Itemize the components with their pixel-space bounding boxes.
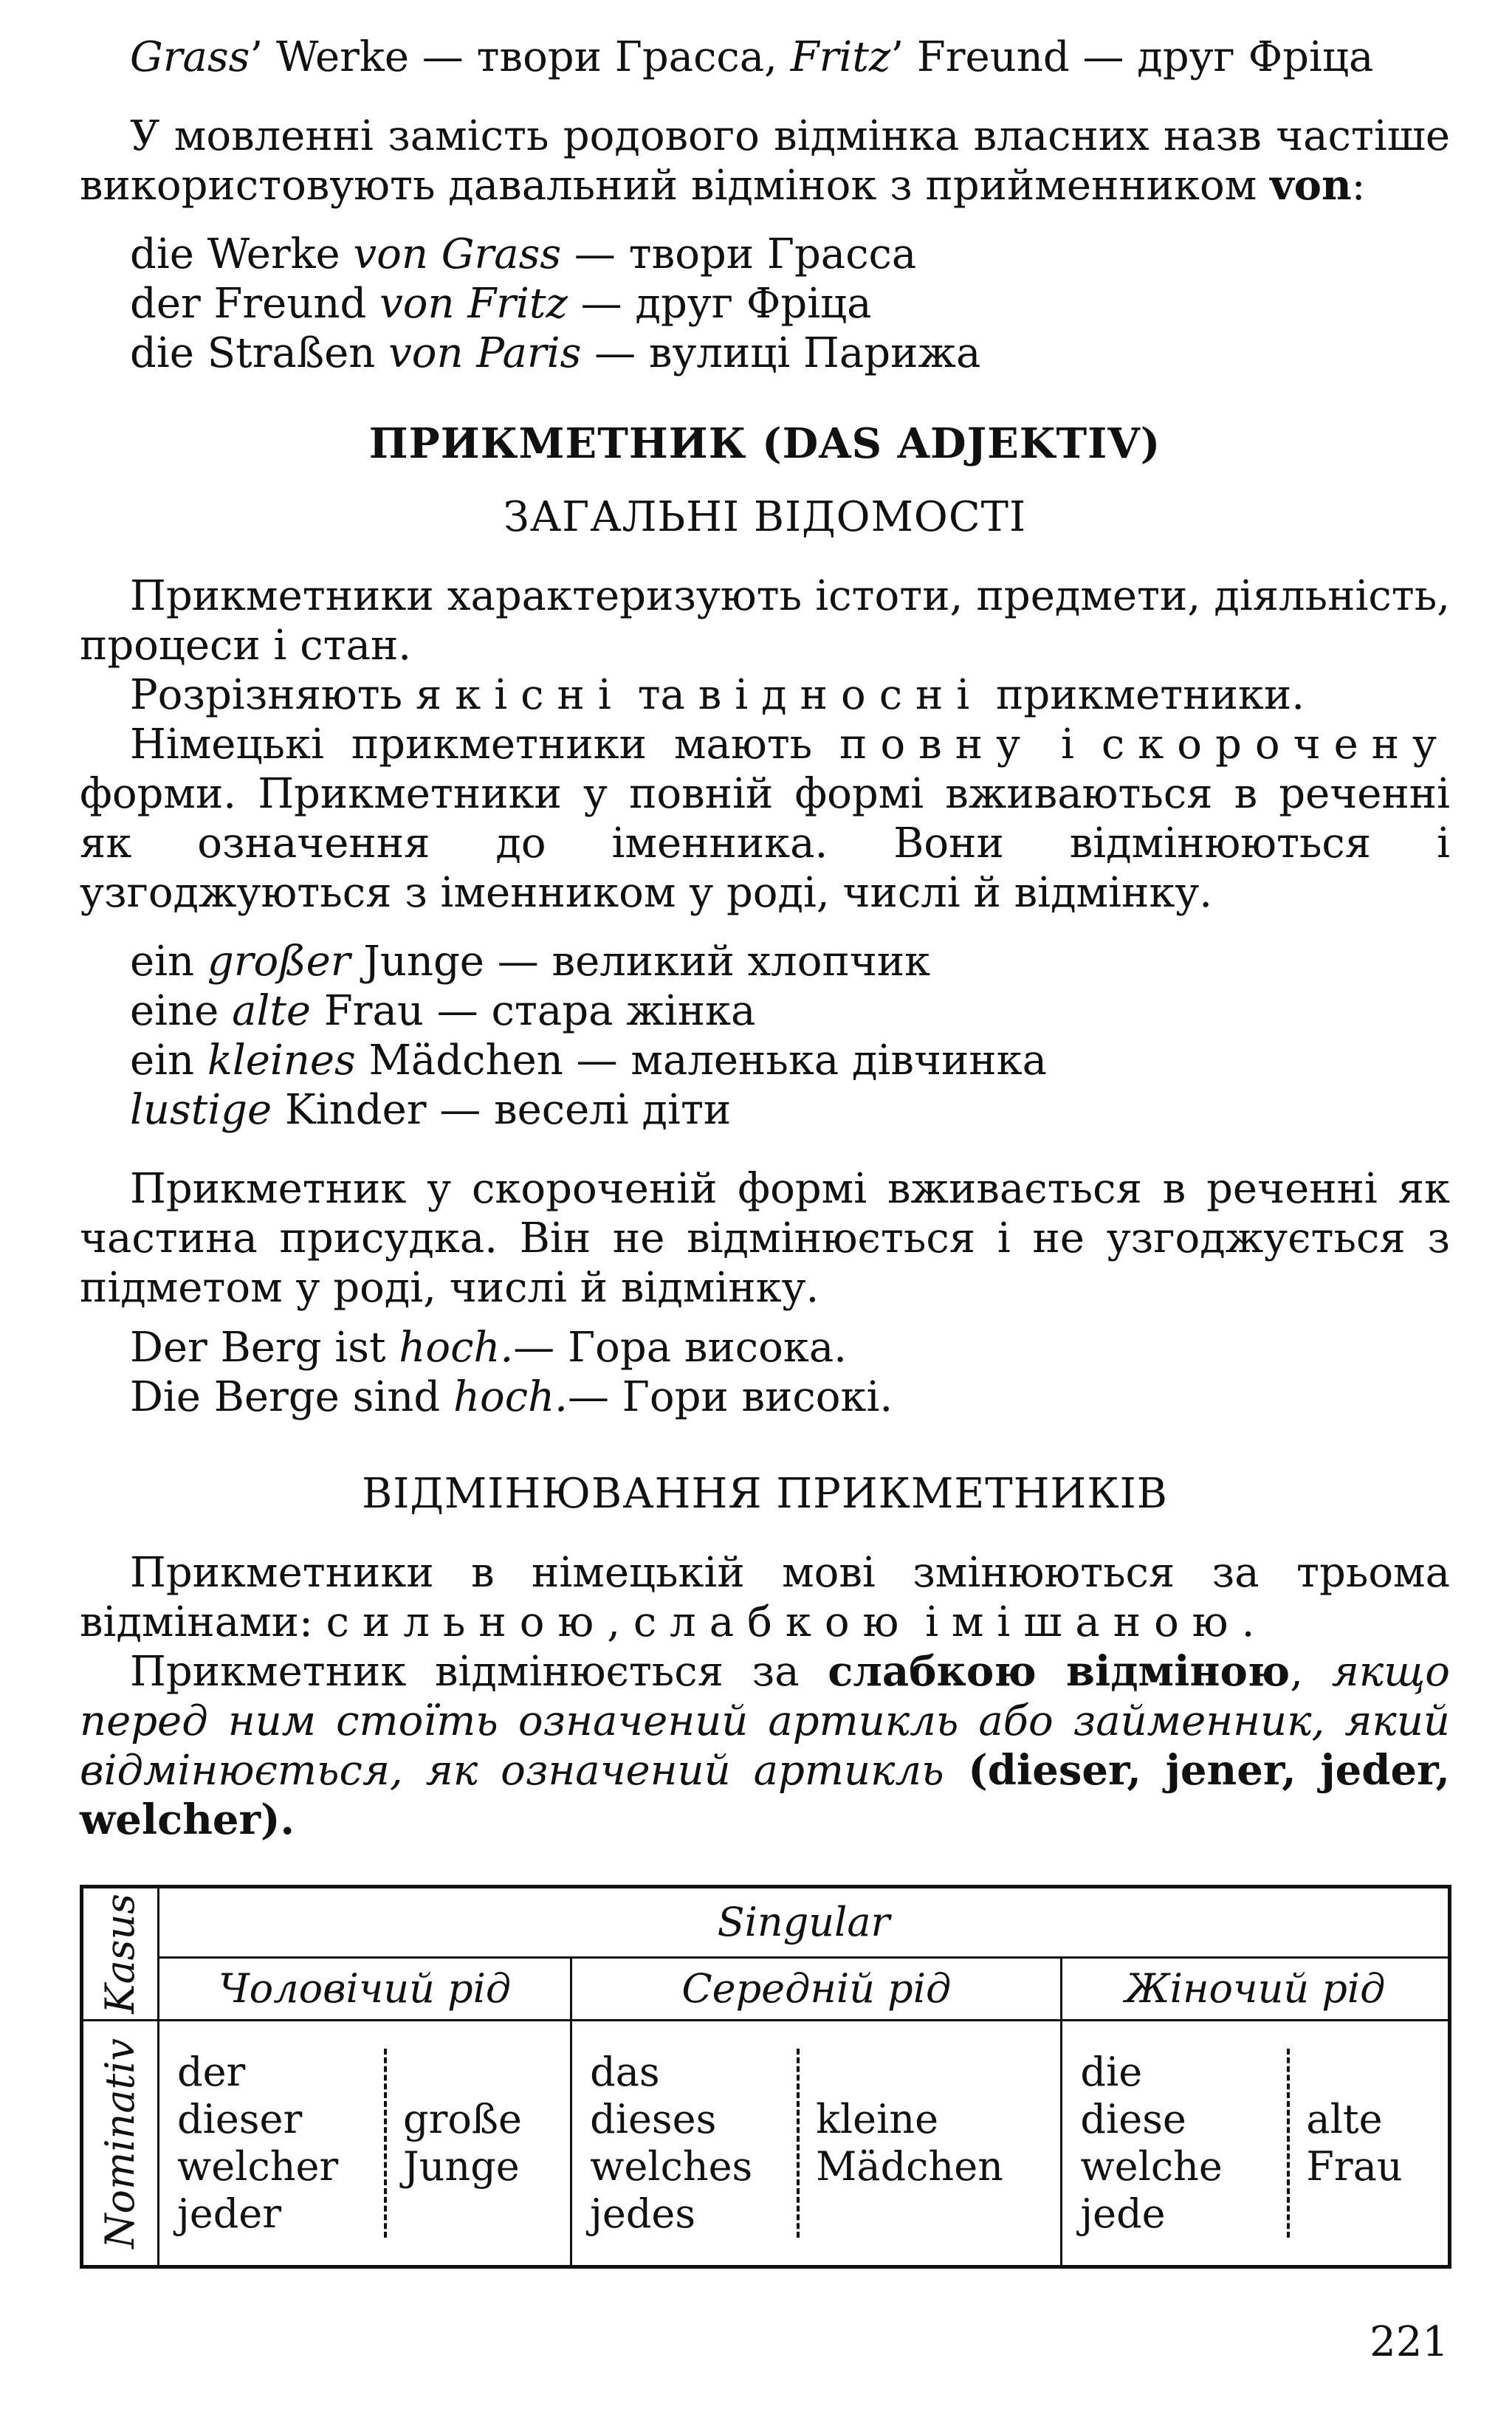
subsection-heading: ЗАГАЛЬНІ ВІДОМОСТІ <box>503 493 1027 541</box>
paragraph-text: У мовленні замість родового відмінка власних назв частіше використовують давальний відмінок з прийменником <box>80 112 1450 210</box>
adjective-example: lustige Kinder — веселі діти <box>130 1086 732 1134</box>
adjective-example: eine alte Frau — стара жінка <box>130 987 756 1035</box>
adjective-example: ein kleines Mädchen — маленька дівчинка <box>130 1037 1048 1084</box>
page-content <box>80 32 1450 2269</box>
case-label: Nominativ <box>97 2038 143 2249</box>
singular-header: Singular <box>159 1887 1450 1958</box>
paragraph-forms: Німецькі прикметники мають повну і скорочену форми. Прикметники у повній формі вживаються в реченні як означення до іменника. Вони відмінюються і узгоджуються з іменником у роді, числі й відмінку. <box>80 721 1450 917</box>
gender-feminine: Жіночий рід <box>1062 1958 1450 2021</box>
genitive-example-line <box>80 32 1450 82</box>
short-form-example: Der Berg ist hoch.— Гора висока. <box>130 1324 848 1372</box>
article-list: das dieses welches jedes <box>590 2049 800 2238</box>
adjective-examples <box>80 937 1450 1135</box>
example-text: ’ Werke — твори Грасса, <box>250 33 791 81</box>
article-list: der dieser welcher jeder <box>177 2049 387 2238</box>
adjective-example: ein großer Junge — великий хлопчик <box>130 938 931 986</box>
case-nominativ <box>82 2021 159 2267</box>
von-example: der Freund von Fritz — друг Фріца <box>130 280 872 328</box>
punctuation: : <box>1351 162 1366 210</box>
table-row-nominativ <box>82 2021 1450 2267</box>
kasus-label: Kasus <box>97 1894 143 2014</box>
short-form-examples <box>80 1323 1450 1422</box>
von-example: die Straßen von Paris — вулиці Парижа <box>130 329 981 377</box>
article-list: die diese welche jede <box>1080 2049 1290 2238</box>
von-examples <box>80 230 1450 378</box>
table-cell-feminine <box>1062 2021 1450 2267</box>
adjective-noun: alte Frau <box>1306 2096 1403 2190</box>
gender-neuter: Середній рід <box>571 1958 1062 2021</box>
gender-masculine: Чоловічий рід <box>159 1958 571 2021</box>
declension-table <box>80 1885 1451 2269</box>
paragraph-three-declensions: Прикметники в німецькій мові змінюються за трьома відмінами: сильною, слабкою і мішаною. <box>80 1549 1450 1646</box>
page-number: 221 <box>1370 2318 1449 2366</box>
adjective-noun: kleine Mädchen <box>816 2096 1003 2190</box>
kasus-header <box>82 1887 159 2021</box>
section-heading: ПРИКМЕТНИК (DAS ADJEKTIV) <box>368 419 1161 468</box>
paragraph-weak-declension: Прикметник відмінюється за слабкою відміною, якщо перед ним стоїть означений артикль або займенник, який відмінюється, як означений артикль (dieser, jener, jeder, welcher). <box>80 1647 1451 1844</box>
gender-header-row <box>82 1958 1450 2021</box>
paragraph-short-form: Прикметник у скороченій формі вживається в реченні як частина присудка. Він не відмінюється і не узгоджується з підметом у роді, числі й відмінку. <box>80 1165 1450 1312</box>
adjective-noun: große Junge <box>403 2096 522 2190</box>
section-heading-declension: ВІДМІНЮВАННЯ ПРИКМЕТНИКІВ <box>362 1470 1168 1518</box>
name-fritz: Fritz <box>790 33 891 81</box>
example-text: ’ Freund — друг Фріца <box>890 33 1374 81</box>
paragraph-von <box>80 111 1450 210</box>
table-cell-neuter <box>571 2021 1062 2267</box>
table-cell-masculine <box>159 2021 571 2267</box>
preposition-von: von <box>1270 161 1352 210</box>
von-example: die Werke von Grass — твори Грасса <box>130 230 917 278</box>
paragraph-characterize: Прикметники характеризують істоти, предмети, діяльність, процеси і стан. <box>80 572 1450 670</box>
name-grass: Grass <box>130 33 250 81</box>
table-header-row <box>82 1887 1450 1958</box>
short-form-example: Die Berge sind hoch.— Гори високі. <box>130 1373 893 1421</box>
paragraph-distinguish: Розрізняють якісні та відносні прикметники. <box>130 671 1305 719</box>
